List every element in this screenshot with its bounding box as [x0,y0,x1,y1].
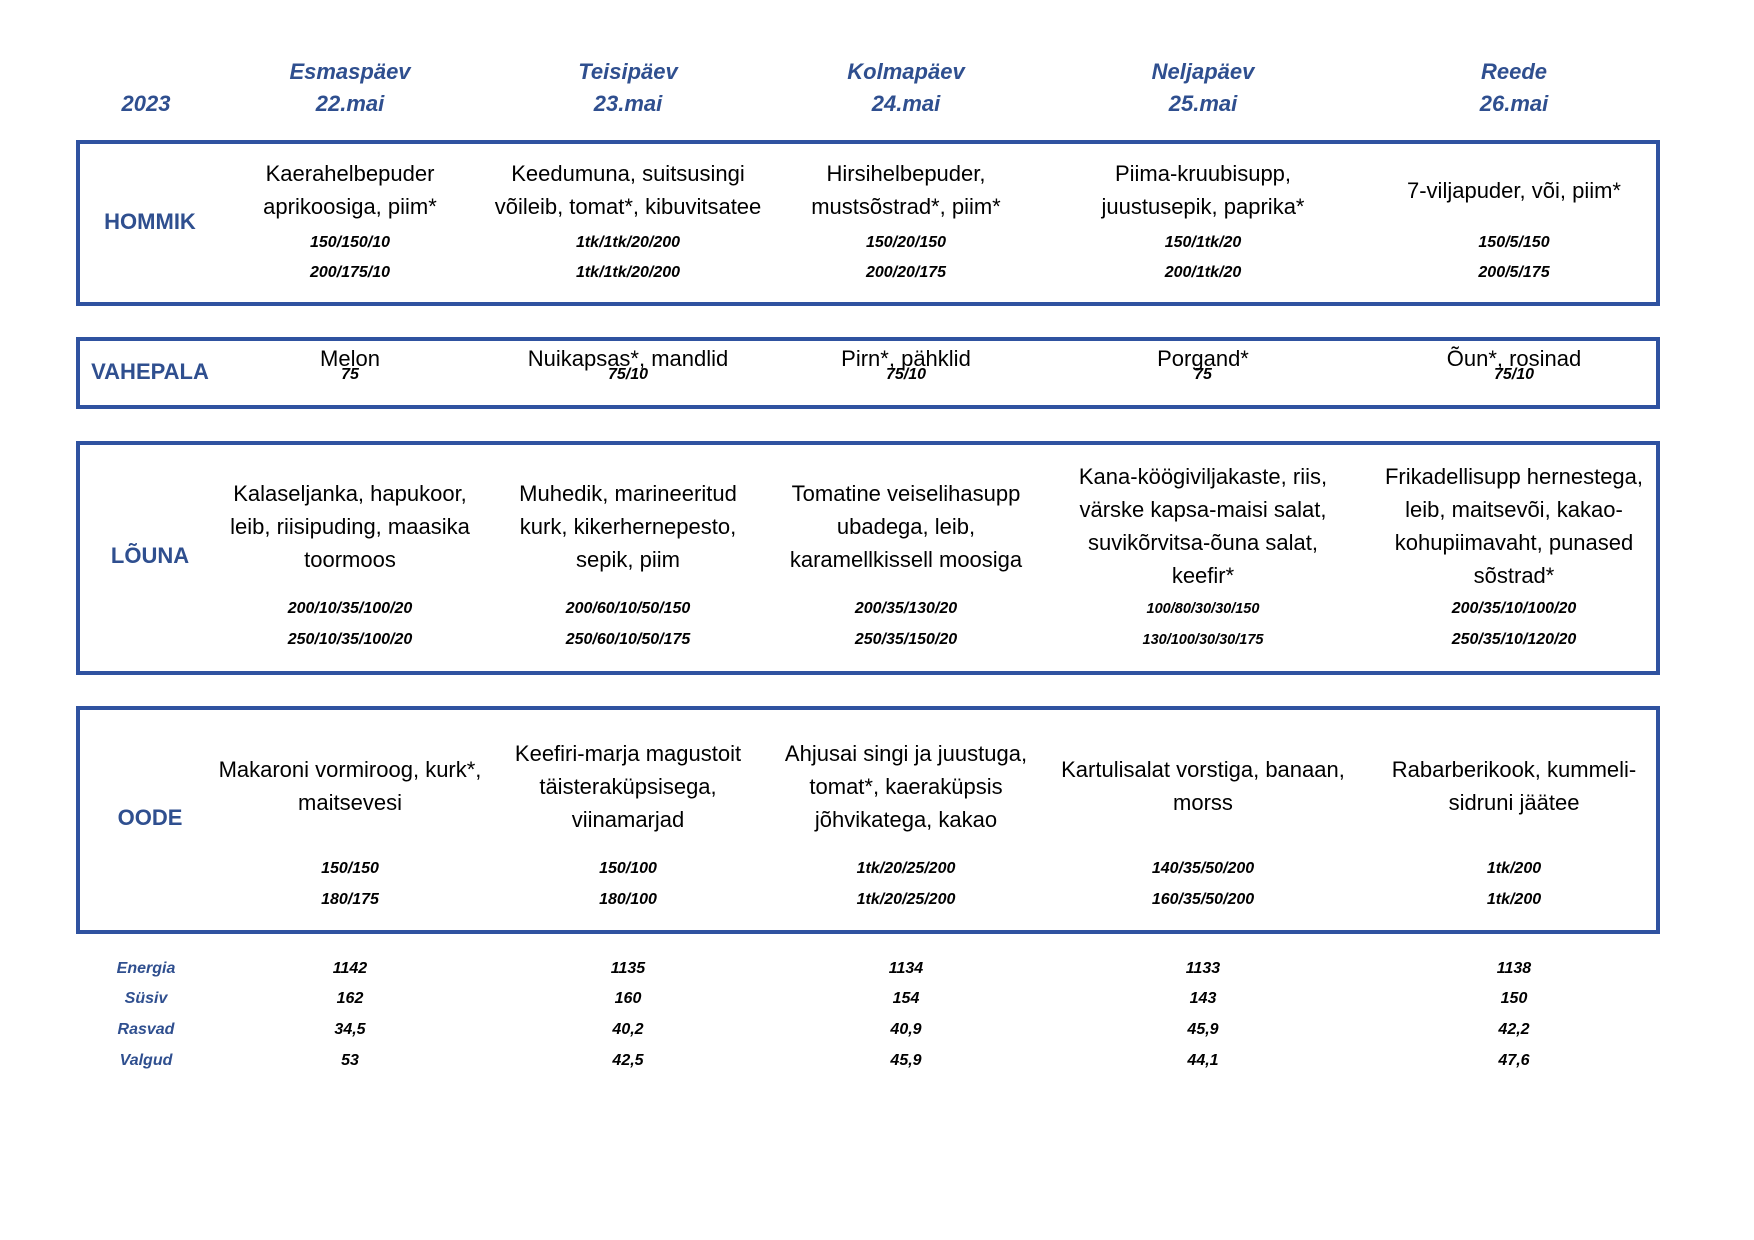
portion-small: 75/10 [607,366,649,383]
day-header [1053,56,1353,128]
nutrition-value: 150 [1500,990,1528,1007]
day-name: Esmaspäev [289,59,411,84]
portion-small: 75 [1194,366,1212,383]
nutrition-value: 162 [336,990,364,1007]
dish-text: Pirn*, pähklid [841,346,971,371]
dish-text: Kaerahelbepuder aprikoosiga, piim* [263,161,437,219]
day-date: 23.mai [593,91,663,116]
meal-label-vahepala: VAHEPALA [91,359,209,384]
portion-small: 150/5/150 [1478,234,1550,251]
portion-large: 250/10/35/100/20 [287,631,413,648]
day-header [756,56,1056,128]
portion-small: 150/1tk/20 [1164,234,1242,251]
nutrition-value: 42,5 [612,1052,644,1069]
dish-text: Porgand* [1157,346,1249,371]
dish-text: Tomatine veiselihasupp ubadega, leib, karamellkissell moosiga [789,480,1023,572]
day-header [200,56,500,128]
portion-large: 130/100/30/30/175 [1142,632,1264,648]
portion-small: 200/10/35/100/20 [287,600,413,617]
day-name: Neljapäev [1151,59,1255,84]
portion-small: 200/35/130/20 [854,600,958,617]
day-name: Kolmapäev [847,59,965,84]
dish-text: Keefiri-marja magustoit täisteraküpsisega, viinamarjad [514,740,742,832]
portion-large: 180/175 [321,891,379,908]
nutrition-value: 47,6 [1498,1052,1530,1069]
day-date: 25.mai [1168,91,1238,116]
meal-label-louna: LÕUNA [110,543,190,568]
dish-text: Õun*, rosinad [1446,346,1582,371]
portion-small: 150/150 [321,860,379,877]
year-label: 2023 [121,91,171,116]
meal-label-oode: OODE [117,805,183,830]
nutrition-value: 40,9 [890,1021,922,1038]
nutrition-value: 1134 [888,960,924,977]
nutrition-value: 40,2 [612,1021,644,1038]
dish-text: Nuikapsas*, mandlid [527,346,729,371]
day-date: 26.mai [1479,91,1549,116]
portion-large: 200/175/10 [309,264,391,281]
nutrition-value: 45,9 [1187,1021,1219,1038]
portion-large: 1tk/20/25/200 [856,891,956,908]
dish-text: Muhedik, marineeritud kurk, kikerhernepesto, sepik, piim [519,480,737,572]
nutrition-value: 143 [1189,990,1217,1007]
portion-small: 1tk/200 [1486,860,1542,877]
nutrition-label: Süsiv [124,990,168,1007]
portion-large: 1tk/1tk/20/200 [575,264,681,281]
portion-large: 250/35/10/120/20 [1451,631,1577,648]
dish-text: Kana-köögiviljakaste, riis, värske kapsa-maisi salat, suvikõrvitsa-õuna salat, keefir* [1078,464,1328,588]
portion-large: 160/35/50/200 [1151,891,1255,908]
portion-large: 250/60/10/50/175 [565,631,691,648]
nutrition-value: 1138 [1496,960,1532,977]
portion-small: 75/10 [885,366,927,383]
portion-small: 200/60/10/50/150 [565,600,691,617]
portion-large: 1tk/200 [1486,891,1542,908]
portion-large: 250/35/150/20 [854,631,958,648]
nutrition-value: 53 [341,1052,359,1069]
dish-text: Frikadellisupp hernestega, leib, maitsevõi, kakao-kohupiimavaht, punased sõstrad* [1384,464,1644,588]
day-name: Reede [1480,59,1548,84]
dish-text: Rabarberikook, kummeli-sidruni jäätee [1391,757,1637,815]
dish-text: Keedumuna, suitsusingi võileib, tomat*, kibuvitsatee [494,161,762,219]
nutrition-label: Energia [116,960,176,977]
portion-small: 150/20/150 [865,234,947,251]
day-header [478,56,778,128]
portion-small: 140/35/50/200 [1151,860,1255,877]
portion-small: 150/150/10 [309,234,391,251]
day-date: 22.mai [315,91,385,116]
nutrition-label: Rasvad [117,1021,175,1038]
nutrition-label: Valgud [119,1052,173,1069]
nutrition-value: 1142 [332,960,368,977]
dish-text: 7-viljapuder, või, piim* [1407,177,1621,203]
dish-text: Kartulisalat vorstiga, banaan, morss [1061,757,1345,815]
portion-small: 1tk/1tk/20/200 [575,234,681,251]
portion-small: 150/100 [599,860,657,877]
nutrition-value: 34,5 [334,1021,366,1038]
meal-label-hommik: HOMMIK [104,209,196,234]
portion-small: 75/10 [1493,366,1535,383]
dish-text: Ahjusai singi ja juustuga, tomat*, kaeraküpsis jõhvikatega, kakao [784,740,1028,832]
portion-large: 180/100 [599,891,657,908]
day-header [1364,56,1664,128]
portion-large: 200/1tk/20 [1164,264,1242,281]
nutrition-value: 160 [614,990,642,1007]
nutrition-value: 1135 [610,960,646,977]
nutrition-value: 44,1 [1187,1052,1219,1069]
portion-large: 200/5/175 [1478,264,1550,281]
nutrition-value: 154 [892,990,920,1007]
dish-text: Hirsihelbepuder, mustsõstrad*, piim* [811,161,1001,219]
dish-text: Makaroni vormiroog, kurk*, maitsevesi [218,757,482,815]
day-name: Teisipäev [578,59,678,84]
portion-small: 75 [341,366,359,383]
portion-small: 1tk/20/25/200 [856,860,956,877]
nutrition-value: 42,2 [1498,1021,1530,1038]
dish-text: Piima-kruubisupp, juustusepik, paprika* [1101,161,1305,219]
dish-text: Kalaseljanka, hapukoor, leib, riisipuding, maasika toormoos [230,480,470,572]
nutrition-value: 45,9 [890,1052,922,1069]
portion-large: 200/20/175 [865,264,947,281]
day-date: 24.mai [871,91,941,116]
portion-small: 200/35/10/100/20 [1451,600,1577,617]
portion-small: 100/80/30/30/150 [1146,601,1260,617]
dish-text: Melon [320,346,380,371]
nutrition-value: 1133 [1185,960,1221,977]
